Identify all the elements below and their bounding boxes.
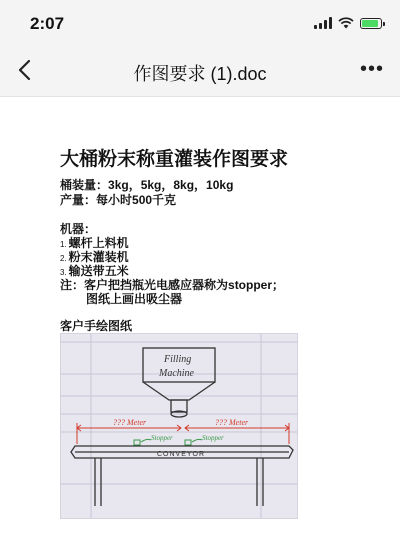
status-time: 2:07 [30, 14, 65, 33]
note-label: 注： [60, 278, 85, 292]
machine-item-text: 粉末灌装机 [68, 250, 129, 264]
note-text-2: 图纸上画出吸尘器 [86, 292, 183, 306]
document-title: 作图要求 (1).doc [133, 64, 267, 84]
sketch-conveyor-label: CONVEYOR [157, 451, 206, 458]
capacity-label: 桶装量： [60, 178, 109, 192]
battery-icon [360, 18, 382, 29]
machine-item-num: 3. [60, 268, 67, 277]
sketch-stopper-left: Stopper [151, 434, 173, 442]
note-text-1: 客户把挡瓶光电感应器称为stopper； [84, 278, 285, 292]
sketch-meter-right: ??? Meter [215, 418, 249, 427]
output-value: 每小时500千克 [96, 193, 177, 207]
sketch-meter-left: ??? Meter [113, 418, 147, 427]
sketch-drawing [61, 334, 297, 518]
machine-item-num: 1. [60, 240, 67, 249]
note-line-1 [60, 278, 284, 293]
sketch-caption: 客户手绘图纸 [60, 319, 133, 333]
sketch-machine-label-2: Machine [159, 368, 194, 379]
sketch-machine-label-1: Filling [164, 354, 192, 365]
nav-bar [0, 44, 400, 97]
machine-item-text: 输送带五米 [68, 264, 129, 278]
more-options-icon[interactable]: ••• [359, 58, 384, 80]
signal-icon [314, 17, 332, 29]
capacity-value: 3kg，5kg，8kg，10kg [108, 178, 234, 192]
machine-item-num: 2. [60, 254, 67, 263]
capacity-line [60, 178, 233, 193]
sketch-stopper-right: Stopper [202, 434, 224, 442]
output-line [60, 193, 176, 208]
output-label: 产量： [60, 193, 97, 207]
wifi-icon [338, 17, 354, 29]
doc-heading: 大桶粉末称重灌装作图要求 [60, 149, 289, 170]
machine-item-text: 螺杆上料机 [68, 236, 129, 250]
status-icons [314, 15, 382, 31]
hand-drawn-sketch [60, 333, 298, 519]
status-bar [0, 0, 400, 44]
machines-label: 机器： [60, 222, 97, 236]
